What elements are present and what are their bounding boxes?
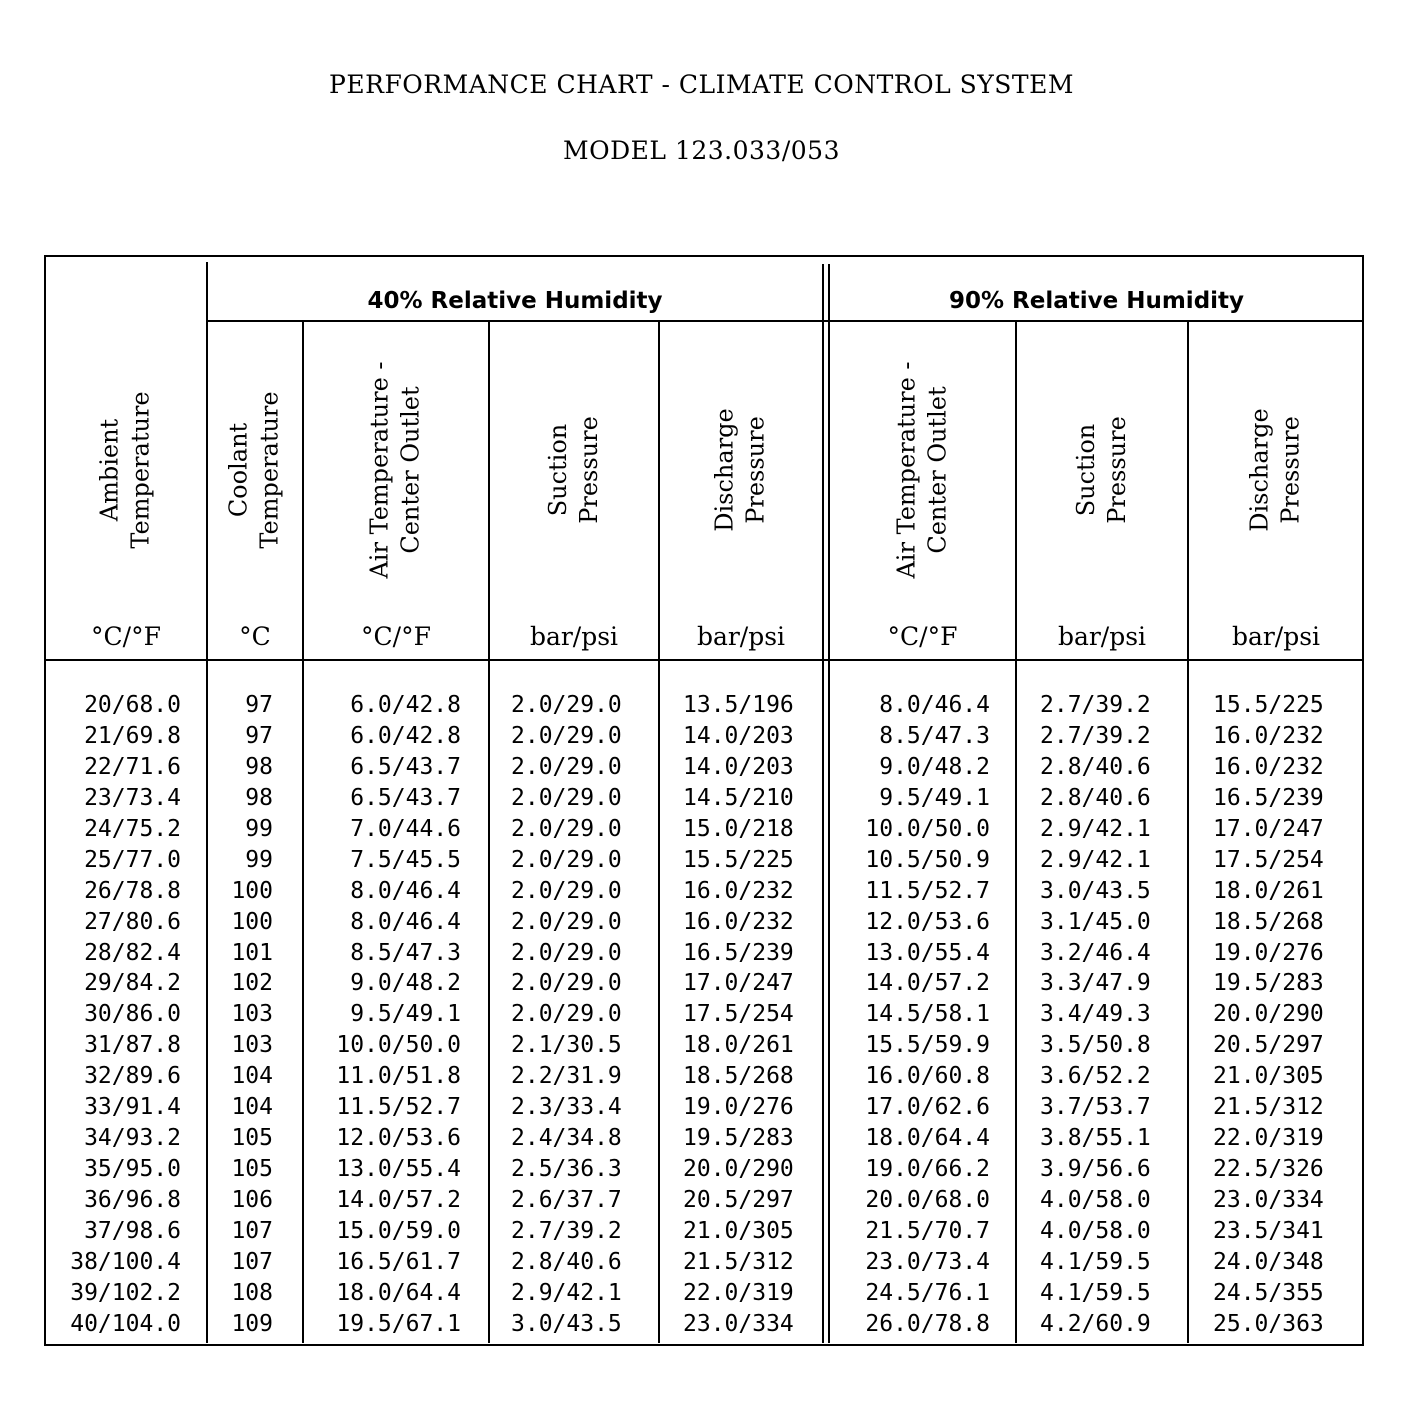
table-cell: 4.1/59.5 [1040,1279,1151,1306]
table-cell: 14.0/203 [683,753,794,780]
table-cell: 25.0/363 [1213,1310,1324,1337]
table-cell: 101 [231,939,273,966]
table-cell: 2.9/42.1 [1040,815,1151,842]
table-cell: 18.0/261 [683,1032,794,1059]
table-cell: 18.0/261 [1213,877,1324,904]
table-cell: 16.5/239 [683,939,794,966]
table-cell: 8.0/46.4 [350,877,461,904]
table-cell: 19.0/66.2 [865,1156,990,1183]
table-cell: 24.5/76.1 [865,1279,990,1306]
table-cell: 9.0/48.2 [350,970,461,997]
table-cell: 15.0/59.0 [336,1217,461,1244]
table-cell: 3.6/52.2 [1040,1063,1151,1090]
table-cell: 15.5/59.9 [865,1032,990,1059]
table-cell: 18.0/64.4 [865,1125,990,1152]
column-suction-40 [511,690,622,1340]
header-discharge-pressure-40: Discharge Pressure [710,408,770,532]
header-discharge-pressure-90: Discharge Pressure [1245,408,1305,532]
table-cell: 17.0/247 [1213,815,1324,842]
table-cell: 3.5/50.8 [1040,1032,1151,1059]
table-cell: 100 [231,908,273,935]
column-discharge-40 [683,690,794,1340]
table-cell: 13.0/55.4 [336,1156,461,1183]
table-cell: 6.5/43.7 [350,784,461,811]
table-cell: 19.0/276 [1213,939,1324,966]
table-cell: 19.5/67.1 [336,1310,461,1337]
table-cell: 9.5/49.1 [350,1001,461,1028]
table-cell: 34/93.2 [84,1125,181,1152]
table-cell: 16.0/60.8 [865,1063,990,1090]
table-cell: 10.0/50.0 [865,815,990,842]
table-cell: 6.0/42.8 [350,722,461,749]
table-cell: 27/80.6 [84,908,181,935]
table-cell: 15.5/225 [1213,692,1324,718]
header-coolant-temperature: Coolant Temperature [225,391,285,549]
header-air-temperature-40: Air Temperature - Center Outlet [366,361,426,579]
table-cell: 11.0/51.8 [336,1063,461,1090]
table-cell: 4.1/59.5 [1040,1248,1151,1275]
table-cell: 23.0/334 [683,1310,794,1337]
table-cell: 2.4/34.8 [511,1125,622,1152]
column-coolant [231,690,273,1340]
table-cell: 2.8/40.6 [1040,784,1151,811]
unit-suction-40: bar/psi [529,622,619,651]
table-cell: 14.0/57.2 [336,1187,461,1213]
table-cell: 16.0/232 [1213,722,1324,749]
unit-discharge-40: bar/psi [696,622,786,651]
table-cell: 2.0/29.0 [511,939,622,966]
table-cell: 22.5/326 [1213,1156,1324,1183]
table-cell: 12.0/53.6 [336,1125,461,1152]
table-cell: 17.0/62.6 [865,1094,990,1121]
table-cell: 21.0/305 [1213,1063,1324,1090]
table-cell: 98 [245,753,273,780]
table-cell: 99 [245,815,273,842]
table-cell: 32/89.6 [84,1063,181,1090]
table-cell: 15.5/225 [683,846,794,873]
table-cell: 3.1/45.0 [1040,908,1151,935]
table-cell: 6.5/43.7 [350,753,461,780]
table-cell: 23.0/73.4 [865,1248,990,1275]
table-cell: 33/91.4 [84,1094,181,1121]
table-cell: 36/96.8 [84,1187,181,1213]
table-cell: 103 [231,1001,273,1028]
table-cell: 13.5/196 [683,692,794,718]
unit-suction-90: bar/psi [1057,622,1147,651]
page-title: PERFORMANCE CHART - CLIMATE CONTROL SYSTEM [329,70,1074,99]
table-cell: 26/78.8 [84,877,181,904]
table-cell: 98 [245,784,273,811]
table-cell: 16.0/232 [683,908,794,935]
table-cell: 3.3/47.9 [1040,970,1151,997]
table-cell: 19.0/276 [683,1094,794,1121]
column-discharge-90 [1213,690,1324,1340]
table-cell: 2.9/42.1 [511,1279,622,1306]
table-cell: 2.0/29.0 [511,970,622,997]
table-cell: 99 [245,846,273,873]
table-cell: 2.0/29.0 [511,815,622,842]
table-cell: 4.0/58.0 [1040,1187,1151,1213]
table-cell: 40/104.0 [70,1310,181,1337]
group-header-90-rh: 90% Relative Humidity [948,288,1245,314]
table-cell: 109 [231,1310,273,1337]
table-cell: 21/69.8 [84,722,181,749]
table-cell: 14.0/203 [683,722,794,749]
table-cell: 14.0/57.2 [865,970,990,997]
table-cell: 35/95.0 [84,1156,181,1183]
table-cell: 8.5/47.3 [879,722,990,749]
table-cell: 22.0/319 [1213,1125,1324,1152]
table-cell: 3.7/53.7 [1040,1094,1151,1121]
group-divider [822,264,824,1343]
table-cell: 16.5/239 [1213,784,1324,811]
table-cell: 16.0/232 [1213,753,1324,780]
column-air-90 [865,690,990,1340]
table-cell: 7.0/44.6 [350,815,461,842]
table-cell: 8.0/46.4 [879,692,990,718]
table-cell: 14.5/210 [683,784,794,811]
unit-ambient: °C/°F [91,622,161,651]
table-cell: 2.2/31.9 [511,1063,622,1090]
table-cell: 2.7/39.2 [1040,692,1151,718]
table-cell: 18.5/268 [683,1063,794,1090]
table-cell: 28/82.4 [84,939,181,966]
table-cell: 25/77.0 [84,846,181,873]
table-cell: 10.5/50.9 [865,846,990,873]
table-cell: 29/84.2 [84,970,181,997]
table-cell: 30/86.0 [84,1001,181,1028]
table-cell: 97 [245,692,273,718]
table-cell: 2.0/29.0 [511,722,622,749]
table-cell: 20.0/68.0 [865,1187,990,1213]
table-cell: 3.0/43.5 [1040,877,1151,904]
table-cell: 38/100.4 [70,1248,181,1275]
table-cell: 105 [231,1125,273,1152]
table-cell: 2.0/29.0 [511,784,622,811]
table-cell: 20.0/290 [1213,1001,1324,1028]
table-cell: 24.5/355 [1213,1279,1324,1306]
table-cell: 104 [231,1063,273,1090]
table-cell: 4.2/60.9 [1040,1310,1151,1337]
table-cell: 24.0/348 [1213,1248,1324,1275]
table-cell: 15.0/218 [683,815,794,842]
table-cell: 102 [231,970,273,997]
table-cell: 2.0/29.0 [511,692,622,718]
table-cell: 104 [231,1094,273,1121]
header-air-temperature-90: Air Temperature - Center Outlet [892,361,952,579]
table-cell: 2.9/42.1 [1040,846,1151,873]
column-air-40 [336,690,461,1340]
table-cell: 2.1/30.5 [511,1032,622,1059]
table-cell: 19.5/283 [683,1125,794,1152]
table-cell: 2.0/29.0 [511,1001,622,1028]
table-cell: 31/87.8 [84,1032,181,1059]
table-cell: 97 [245,722,273,749]
table-cell: 9.0/48.2 [879,753,990,780]
table-cell: 2.7/39.2 [511,1217,622,1244]
table-cell: 21.5/312 [683,1248,794,1275]
table-cell: 18.0/64.4 [336,1279,461,1306]
table-cell: 17.0/247 [683,970,794,997]
unit-air-40: °C/°F [361,622,431,651]
table-cell: 22/71.6 [84,753,181,780]
table-cell: 13.0/55.4 [865,939,990,966]
table-cell: 11.5/52.7 [336,1094,461,1121]
table-cell: 106 [231,1187,273,1213]
table-cell: 2.8/40.6 [511,1248,622,1275]
table-cell: 107 [231,1248,273,1275]
table-cell: 103 [231,1032,273,1059]
table-cell: 14.5/58.1 [865,1001,990,1028]
table-cell: 7.5/45.5 [350,846,461,873]
table-cell: 3.2/46.4 [1040,939,1151,966]
table-cell: 23.0/334 [1213,1187,1324,1213]
column-ambient [70,690,181,1340]
header-suction-pressure-40: Suction Pressure [544,416,603,524]
table-cell: 3.9/56.6 [1040,1156,1151,1183]
table-cell: 2.0/29.0 [511,908,622,935]
unit-coolant: °C [239,622,271,651]
table-cell: 2.0/29.0 [511,753,622,780]
table-cell: 37/98.6 [84,1217,181,1244]
table-cell: 16.5/61.7 [336,1248,461,1275]
table-cell: 107 [231,1217,273,1244]
table-cell: 19.5/283 [1213,970,1324,997]
table-cell: 20.0/290 [683,1156,794,1183]
table-cell: 2.0/29.0 [511,846,622,873]
table-cell: 2.7/39.2 [1040,722,1151,749]
table-cell: 6.0/42.8 [350,692,461,718]
table-cell: 21.5/70.7 [865,1217,990,1244]
table-cell: 3.0/43.5 [511,1310,622,1337]
table-cell: 3.8/55.1 [1040,1125,1151,1152]
table-cell: 2.6/37.7 [511,1187,622,1213]
table-cell: 9.5/49.1 [879,784,990,811]
table-cell: 11.5/52.7 [865,877,990,904]
group-header-rule [207,320,1363,322]
header-suction-pressure-90: Suction Pressure [1072,416,1131,524]
table-cell: 20.5/297 [683,1187,794,1213]
table-cell: 23.5/341 [1213,1217,1324,1244]
table-cell: 17.5/254 [1213,846,1324,873]
table-cell: 12.0/53.6 [865,908,990,935]
header-bottom-rule [44,659,1364,661]
table-cell: 17.5/254 [683,1001,794,1028]
table-cell: 39/102.2 [70,1279,181,1306]
table-cell: 10.0/50.0 [336,1032,461,1059]
table-cell: 108 [231,1279,273,1306]
header-ambient-temperature: Ambient Temperature [95,391,155,549]
group-header-40-rh: 40% Relative Humidity [367,288,663,314]
table-cell: 20/68.0 [84,692,181,718]
table-cell: 22.0/319 [683,1279,794,1306]
table-cell: 21.0/305 [683,1217,794,1244]
table-cell: 16.0/232 [683,877,794,904]
model-subtitle: MODEL 123.033/053 [563,136,840,165]
table-cell: 100 [231,877,273,904]
table-cell: 18.5/268 [1213,908,1324,935]
column-suction-90 [1040,690,1151,1340]
table-cell: 2.0/29.0 [511,877,622,904]
table-cell: 23/73.4 [84,784,181,811]
table-cell: 2.3/33.4 [511,1094,622,1121]
table-cell: 24/75.2 [84,815,181,842]
table-cell: 8.5/47.3 [350,939,461,966]
table-cell: 3.4/49.3 [1040,1001,1151,1028]
table-cell: 26.0/78.8 [865,1310,990,1337]
unit-air-90: °C/°F [887,622,958,651]
table-cell: 2.5/36.3 [511,1156,622,1183]
table-cell: 105 [231,1156,273,1183]
table-cell: 21.5/312 [1213,1094,1324,1121]
table-cell: 20.5/297 [1213,1032,1324,1059]
table-cell: 8.0/46.4 [350,908,461,935]
table-cell: 4.0/58.0 [1040,1217,1151,1244]
unit-discharge-90: bar/psi [1231,622,1321,651]
table-cell: 2.8/40.6 [1040,753,1151,780]
